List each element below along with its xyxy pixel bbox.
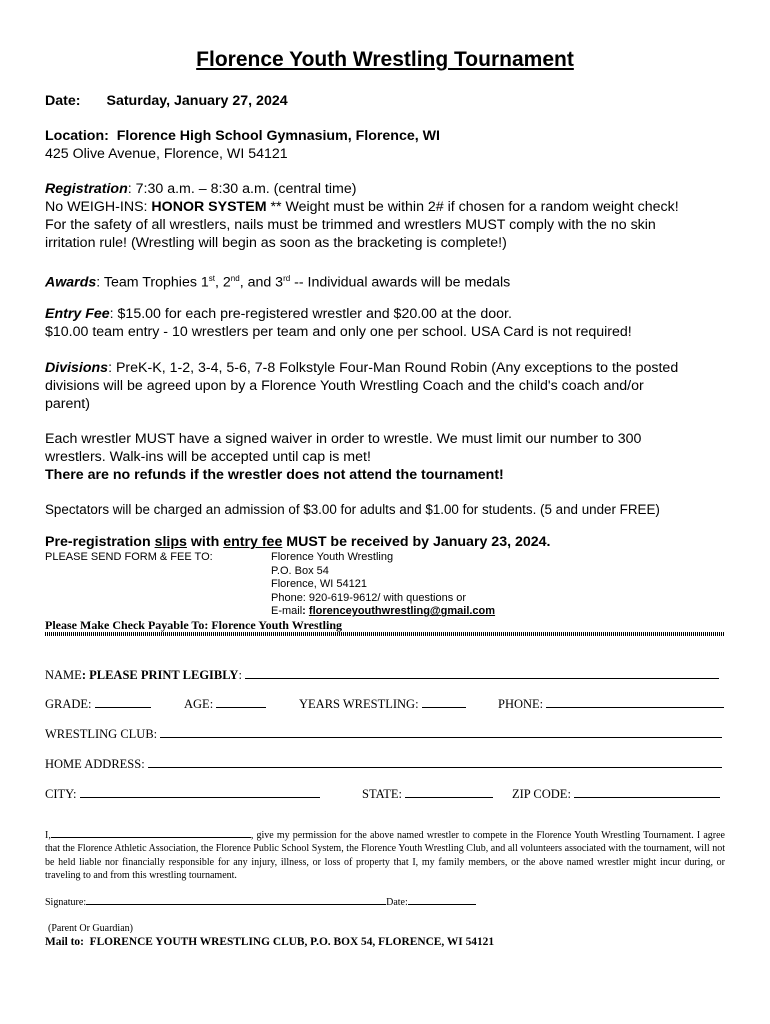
mail-to-label: Mail to: [45, 936, 84, 948]
signature-date-label: Date: [386, 897, 408, 908]
home-label: HOME ADDRESS: [45, 757, 148, 771]
city-label: CITY: [45, 787, 80, 801]
date-row [45, 92, 288, 110]
waiver-note-block [45, 430, 735, 484]
date-value: Saturday, January 27, 2024 [106, 93, 288, 109]
registration-block [45, 180, 735, 252]
no-refunds: There are no refunds if the wrestler does not attend the tournament! [45, 467, 504, 483]
state-label: STATE: [362, 787, 406, 801]
awards-sup-2: nd [230, 274, 240, 283]
waiver-text: , give my permission for the above named wrestler to compete in the Florence Youth Wrestling Tournament. I agree that the Florence Athletic Association, the Florence Public School System, the Florence Youth Wrestling Club, and all volunteers associated with the tournament, will not be held liable nor financially responsible for any injury, illness, or loss of property that I, my family members, or the above named wrestler might incur during, or traveling to and from this wrestling tournament. [45, 830, 725, 882]
cut-line-divider [45, 632, 725, 636]
send-phone: Phone: 920-619-9612/ with questions or [271, 591, 467, 604]
waiver-paragraph [45, 828, 725, 883]
years-label-wrap [299, 696, 466, 712]
grade-label: GRADE: [45, 697, 95, 711]
check-payable: Please Make Check Payable To: Florence Youth Wrestling [45, 618, 342, 632]
awards-sup-1: st [208, 274, 215, 283]
location-block [45, 127, 440, 163]
send-label: PLEASE SEND FORM & FEE TO: [45, 551, 213, 563]
age-field[interactable] [216, 696, 266, 708]
send-city: Florence, WI 54121 [271, 578, 367, 591]
send-box: P.O. Box 54 [271, 564, 329, 577]
registration-time: : 7:30 a.m. – 8:30 a.m. (central time) [127, 181, 357, 197]
prereg-slips: slips [154, 534, 187, 550]
club-row [45, 726, 722, 742]
name-row: NAME: PLEASE PRINT LEGIBLY: [45, 667, 725, 683]
zip-row [512, 786, 720, 802]
phone-label: PHONE: [498, 697, 547, 711]
awards-sup-3: rd [283, 274, 291, 283]
email-link[interactable]: florenceyouthwrestling@gmail.com [308, 605, 496, 618]
email-label: E-mail [271, 605, 303, 618]
name-print-label: : PLEASE PRINT LEGIBLY [81, 668, 239, 682]
divisions-line-1: : PreK-K, 1-2, 3-4, 5-6, 7-8 Folkstyle Four-Man Round Robin (Any exceptions to the posted [108, 360, 679, 376]
registration-label: Registration [45, 181, 128, 197]
signature-field[interactable] [86, 895, 386, 905]
zip-label: ZIP CODE: [512, 787, 575, 801]
signature-label: Signature: [45, 897, 87, 908]
honor-system: HONOR SYSTEM [151, 199, 267, 215]
spectators-line: Spectators will be charged an admission of $3.00 for adults and $1.00 for students. (5 and under FREE) [45, 502, 660, 517]
awards-label: Awards [45, 274, 97, 291]
divisions-line-2: divisions will be agreed upon by a Florence Youth Wrestling Coach and the child's coach and/or [45, 378, 644, 394]
age-label-wrap [184, 696, 266, 712]
weighins-rest: ** Weight must be within 2# if chosen for a random weight check! [266, 199, 679, 215]
prereg-line [45, 534, 550, 550]
entry-fee-line-2: $10.00 team entry - 10 wrestlers per team and only one per school. USA Card is not required! [45, 324, 632, 340]
age-label: AGE: [184, 697, 217, 711]
waiver-i: I, [45, 830, 51, 841]
name-field[interactable] [245, 667, 719, 679]
phone-label-wrap [498, 696, 724, 712]
send-address: Florence Youth Wrestling P.O. Box 54 Florence, WI 54121 Phone: 920-619-9612/ with questions or E-mail: florenceyouthwrestling@gmail.com [271, 551, 496, 618]
safety-line-1: For the safety of all wrestlers, nails must be trimmed and wrestlers MUST comply with the no skin [45, 217, 656, 233]
entry-fee-line-1: : $15.00 for each pre-registered wrestler and $20.00 at the door. [109, 306, 512, 322]
signature-date-field[interactable] [408, 895, 476, 905]
years-field[interactable] [422, 696, 466, 708]
club-label: WRESTLING CLUB: [45, 727, 161, 741]
grade-field[interactable] [95, 696, 151, 708]
mail-to-line [45, 936, 494, 948]
city-field[interactable] [80, 786, 320, 798]
send-org: Florence Youth Wrestling [271, 551, 394, 563]
waiver-note-line-1: Each wrestler MUST have a signed waiver in order to wrestle. We must limit our number to 300 [45, 431, 642, 447]
grade-label-wrap [45, 696, 151, 712]
location-value: Florence High School Gymnasium, Florence, WI [116, 128, 440, 144]
page-title: Florence Youth Wrestling Tournament [196, 48, 574, 71]
divisions-label: Divisions [45, 360, 109, 376]
home-row [45, 756, 722, 772]
prereg-b: with [186, 534, 224, 550]
entry-fee-label: Entry Fee [45, 306, 110, 322]
name-label: NAME [45, 668, 82, 682]
waiver-name-field[interactable] [51, 828, 251, 838]
weighins-prefix: No WEIGH-INS: [45, 199, 152, 215]
awards-line [45, 270, 510, 292]
awards-mid-2: , and 3 [239, 274, 284, 291]
prereg-a: Pre-registration [45, 534, 155, 550]
prereg-fee: entry fee [223, 534, 283, 550]
mail-to-address: FLORENCE YOUTH WRESTLING CLUB, P.O. BOX 54, FLORENCE, WI 54121 [89, 936, 495, 948]
location-address: 425 Olive Avenue, Florence, WI 54121 [45, 146, 288, 162]
club-field[interactable] [160, 726, 722, 738]
phone-field[interactable] [546, 696, 724, 708]
divisions-line-3: parent) [45, 396, 90, 412]
city-row [45, 786, 320, 802]
awards-end: -- Individual awards will be medals [290, 274, 511, 291]
waiver-note-line-2: wrestlers. Walk-ins will be accepted until cap is met! [45, 449, 371, 465]
years-label: YEARS WRESTLING: [299, 697, 422, 711]
state-row [362, 786, 493, 802]
awards-text: : Team Trophies 1 [96, 274, 209, 291]
home-field[interactable] [148, 756, 722, 768]
parent-guardian: (Parent Or Guardian) [48, 923, 133, 934]
safety-line-2: irritation rule! (Wrestling will begin as soon as the bracketing is complete!) [45, 235, 507, 251]
divisions-block [45, 359, 735, 413]
signature-row [45, 895, 476, 908]
date-label: Date: [45, 93, 81, 109]
awards-mid-1: , 2 [215, 274, 231, 291]
entry-fee-block [45, 305, 632, 341]
zip-field[interactable] [574, 786, 720, 798]
state-field[interactable] [405, 786, 493, 798]
location-label: Location: [45, 128, 109, 144]
prereg-c: MUST be received by January 23, 2024. [282, 534, 551, 550]
